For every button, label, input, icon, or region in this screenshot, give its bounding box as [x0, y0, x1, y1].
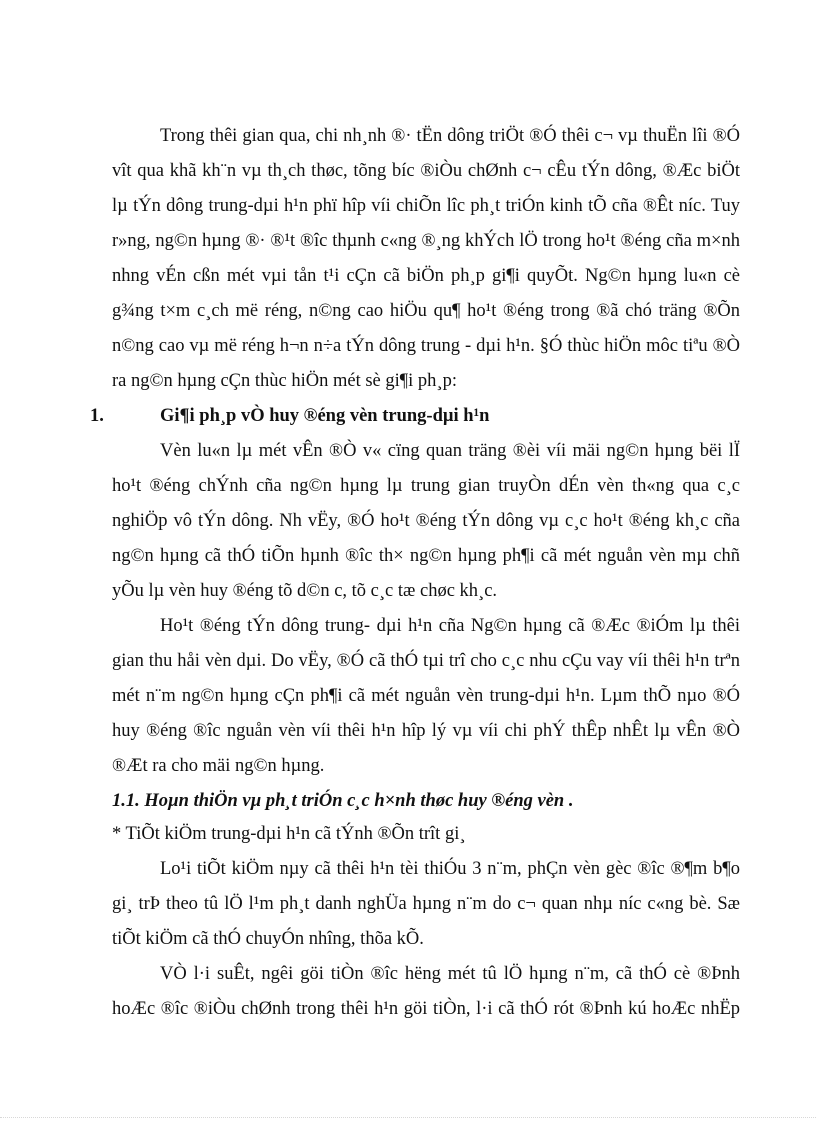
- paragraph-1-line: vît qua khã kh¨n vµ th¸ch thøc, tõng bíc ®iÒu chØnh c¬ cÊu tÝn dông, ®Æc biÖt: [112, 161, 740, 181]
- paragraph-3-line: huy ®éng ®îc nguån vèn víi thêi h¹n hîp lý vµ víi chi phÝ thÊp nhÊt lµ vÊn ®Ò: [112, 721, 740, 741]
- paragraph-1-line: lµ tÝn dông trung-dµi h¹n phï hîp víi chiÕn lîc ph¸t triÓn kinh tÕ cña ®Êt níc. Tuy: [112, 196, 740, 216]
- subheading: 1.1. Hoµn thiÖn vµ ph¸t triÓn c¸c h×nh thøc huy ®éng vèn .: [112, 791, 574, 811]
- paragraph-1-line: g¾ng t×m c¸ch më réng, n©ng cao hiÖu qu¶ ho¹t ®éng trong ®ã chó träng ®Õn: [112, 301, 740, 321]
- paragraph-4-line: gi¸ trÞ theo tû lÖ l¹m ph¸t danh nghÜa hµng n¨m do c¬ quan nhµ níc c«ng bè. Sæ: [112, 894, 740, 914]
- paragraph-3-line: mét n¨m ng©n hµng cÇn ph¶i cã mét nguån vèn trung-dµi h¹n. Lµm thÕ nµo ®Ó: [112, 686, 740, 706]
- paragraph-2-line: ho¹t ®éng chÝnh cña ng©n hµng lµ trung gian truyÒn dÉn vèn th«ng qua c¸c: [112, 476, 740, 496]
- paragraph-1-line: ra ng©n hµng cÇn thùc hiÖn mét sè gi¶i ph¸p:: [112, 371, 457, 391]
- paragraph-4-line: Lo¹i tiÕt kiÖm nµy cã thêi h¹n tèi thiÓu 3 n¨m, phÇn vèn gèc ®îc ®¶m b¶o: [160, 859, 740, 879]
- paragraph-2-line: yÕu lµ vèn huy ®éng tõ d©n c, tõ c¸c tæ chøc kh¸c.: [112, 581, 498, 601]
- bullet-item: * TiÕt kiÖm trung-dµi h¹n cã tÝnh ®Õn trît gi¸: [112, 824, 466, 844]
- paragraph-1-line: r»ng, ng©n hµng ®· ®¹t ®îc thµnh c«ng ®¸ng khÝch lÖ trong ho¹t ®éng cña m×nh: [112, 231, 740, 251]
- paragraph-2-line: Vèn lu«n lµ mét vÊn ®Ò v« cïng quan träng ®èi víi mäi ng©n hµng bëi lÏ: [160, 441, 740, 461]
- paragraph-1-line: nhng vÉn cßn mét vµi tån t¹i cÇn cã biÖn ph¸p gi¶i quyÕt. Ng©n hµng lu«n cè: [112, 266, 740, 286]
- paragraph-2-line: ng©n hµng cã thÓ tiÕn hµnh ®îc th× ng©n hµng ph¶i cã mét nguån vèn mµ chñ: [112, 546, 740, 566]
- paragraph-3-line: ®Æt ra cho mäi ng©n hµng.: [112, 756, 325, 776]
- heading-number: 1.: [90, 406, 104, 426]
- heading-title: Gi¶i ph¸p vÒ huy ®éng vèn trung-dµi h¹n: [160, 406, 490, 426]
- paragraph-4-line: tiÕt kiÖm cã thÓ chuyÓn nhîng, thõa kÕ.: [112, 929, 424, 949]
- paragraph-3-line: Ho¹t ®éng tÝn dông trung- dµi h¹n cña Ng©n hµng cã ®Æc ®iÓm lµ thêi: [160, 616, 740, 636]
- paragraph-2-line: nghiÖp vô tÝn dông. Nh vËy, ®Ó ho¹t ®éng tÝn dông vµ c¸c ho¹t ®éng kh¸c cña: [112, 511, 740, 531]
- paragraph-5-line: hoÆc ®îc ®iÒu chØnh trong thêi h¹n göi tiÒn, l·i cã thÓ rót ®Þnh kú hoÆc nhËp: [112, 999, 740, 1019]
- paragraph-1-line: n©ng cao vµ më réng h¬n n÷a tÝn dông trung - dµi h¹n. §Ó thùc hiÖn môc tiªu ®Ò: [112, 336, 740, 356]
- paragraph-5-line: VÒ l·i suÊt, ngêi göi tiÒn ®îc hëng mét tû lÖ hµng n¨m, cã thÓ cè ®Þnh: [160, 964, 740, 984]
- paragraph-3-line: gian thu håi vèn dµi. Do vËy, ®Ó cã thÓ tµi trî cho c¸c nhu cÇu vay víi thêi h¹n trªn: [112, 651, 740, 671]
- paragraph-1-line: Trong thêi gian qua, chi nh¸nh ®· tËn dông triÖt ®Ó thêi c¬ vµ thuËn lîi ®Ó: [160, 126, 740, 146]
- page-bottom-border: [0, 1117, 816, 1118]
